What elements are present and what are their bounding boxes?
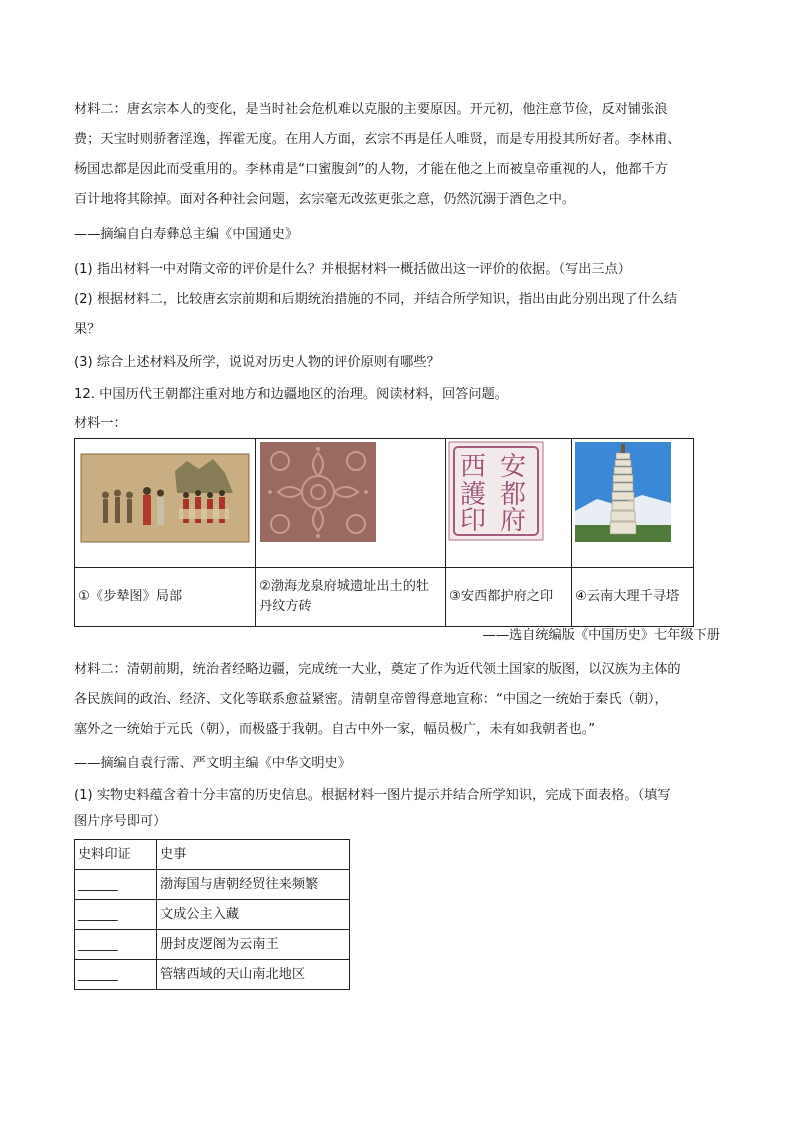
material-two-line-3: 杨国忠都是因此而受重用的。李林甫是“口蜜腹剑”的人物，才能在他之上而被皇帝重视的人，他都千方 [74, 162, 668, 177]
qianxun-pagoda-image [572, 439, 693, 560]
material-two-line-1: 材料二：唐玄宗本人的变化，是当时社会危机难以克服的主要原因。开元初，他注意节俭，反对铺张浪 [74, 102, 668, 117]
material-one-label: 材料一： [74, 416, 127, 431]
caption-bunian-painting: ①《步辇图》局部 [75, 568, 256, 627]
table-row [75, 900, 350, 930]
textbook-source: ——选自统编版《中国历史》七年级下册 [482, 628, 720, 643]
pagoda-image-cell [572, 439, 694, 568]
material-two-line-4: 百计地将其除掉。面对各种社会问题，玄宗毫无改弦更张之意，仍然沉溺于酒色之中。 [74, 192, 576, 207]
table-header-row [75, 840, 350, 870]
material-2b-line-1: 材料二：清朝前期，统治者经略边疆，完成统一大业，奠定了作为近代领土国家的版图，以汉族为主体的 [74, 662, 681, 677]
painting-image-cell [75, 439, 256, 568]
table-row [75, 930, 350, 960]
svg-text:府: 府 [500, 506, 527, 536]
event-text: 文成公主入藏 [157, 900, 350, 930]
caption-peony-brick: ②渤海龙泉府城遗址出土的牡丹纹方砖 [256, 568, 446, 627]
source-citation: ——摘编自白寿彝总主编《中国通史》 [74, 227, 299, 242]
bunian-painting-image [75, 439, 255, 560]
event-text: 册封皮逻阁为云南王 [157, 930, 350, 960]
table-row [75, 870, 350, 900]
seal-image [446, 439, 571, 560]
svg-text:西: 西 [460, 452, 487, 482]
material-2b-line-2: 各民族间的政治、经济、文化等联系愈益紧密。清朝皇帝曾得意地宣称：“中国之一统始于秦氏（朝）， [74, 692, 668, 707]
answer-blank[interactable]: ______ [75, 930, 157, 960]
caption-pagoda: ④云南大理千寻塔 [572, 568, 694, 627]
picture-table [74, 438, 694, 627]
source-citation-2: ——摘编自袁行霈、严文明主编《中华文明史》 [74, 756, 351, 771]
header-event: 史事 [157, 840, 350, 870]
sub-question-1-line-2: 图片序号即可） [74, 814, 167, 829]
answer-blank[interactable]: ______ [75, 960, 157, 990]
event-text: 渤海国与唐朝经贸往来频繁 [157, 870, 350, 900]
peony-brick-image [256, 439, 445, 560]
header-evidence: 史料印证 [75, 840, 157, 870]
answer-table [74, 839, 350, 990]
svg-text:安: 安 [500, 452, 527, 482]
question-3: (3) 综合上述材料及所学，说说对历史人物的评价原则有哪些？ [74, 355, 440, 370]
material-2b-line-3: 塞外之一统始于元氏（朝），而极盛于我朝。自古中外一家，幅员极广，未有如我朝者也。” [74, 722, 596, 737]
table-row [75, 960, 350, 990]
seal-image-cell [446, 439, 572, 568]
svg-text:印: 印 [460, 506, 487, 536]
brick-image-cell [256, 439, 446, 568]
material-two-line-2: 费；天宝时则骄奢淫逸，挥霍无度。在用人方面，玄宗不再是任人唯贤，而是专用投其所好者。李林甫、 [74, 132, 681, 147]
question-1: (1) 指出材料一中对隋文帝的评价是什么？并根据材料一概括做出这一评价的依据。（写出三点） [74, 262, 631, 277]
answer-blank[interactable]: ______ [75, 870, 157, 900]
svg-text:都: 都 [500, 480, 527, 510]
caption-seal: ③安西都护府之印 [446, 568, 572, 627]
question-12-intro: 12. 中国历代王朝都注重对地方和边疆地区的治理。阅读材料，回答问题。 [74, 387, 508, 402]
svg-text:護: 護 [460, 480, 487, 510]
question-2-line-1: (2) 根据材料二，比较唐玄宗前期和后期统治措施的不同，并结合所学知识，指出由此分别出现了什么结 [74, 292, 678, 307]
sub-question-1-line-1: (1) 实物史料蕴含着十分丰富的历史信息。根据材料一图片提示并结合所学知识，完成下面表格。（填写 [74, 788, 671, 803]
answer-blank[interactable]: ______ [75, 900, 157, 930]
event-text: 管辖西域的天山南北地区 [157, 960, 350, 990]
question-2-line-2: 果？ [74, 322, 101, 337]
